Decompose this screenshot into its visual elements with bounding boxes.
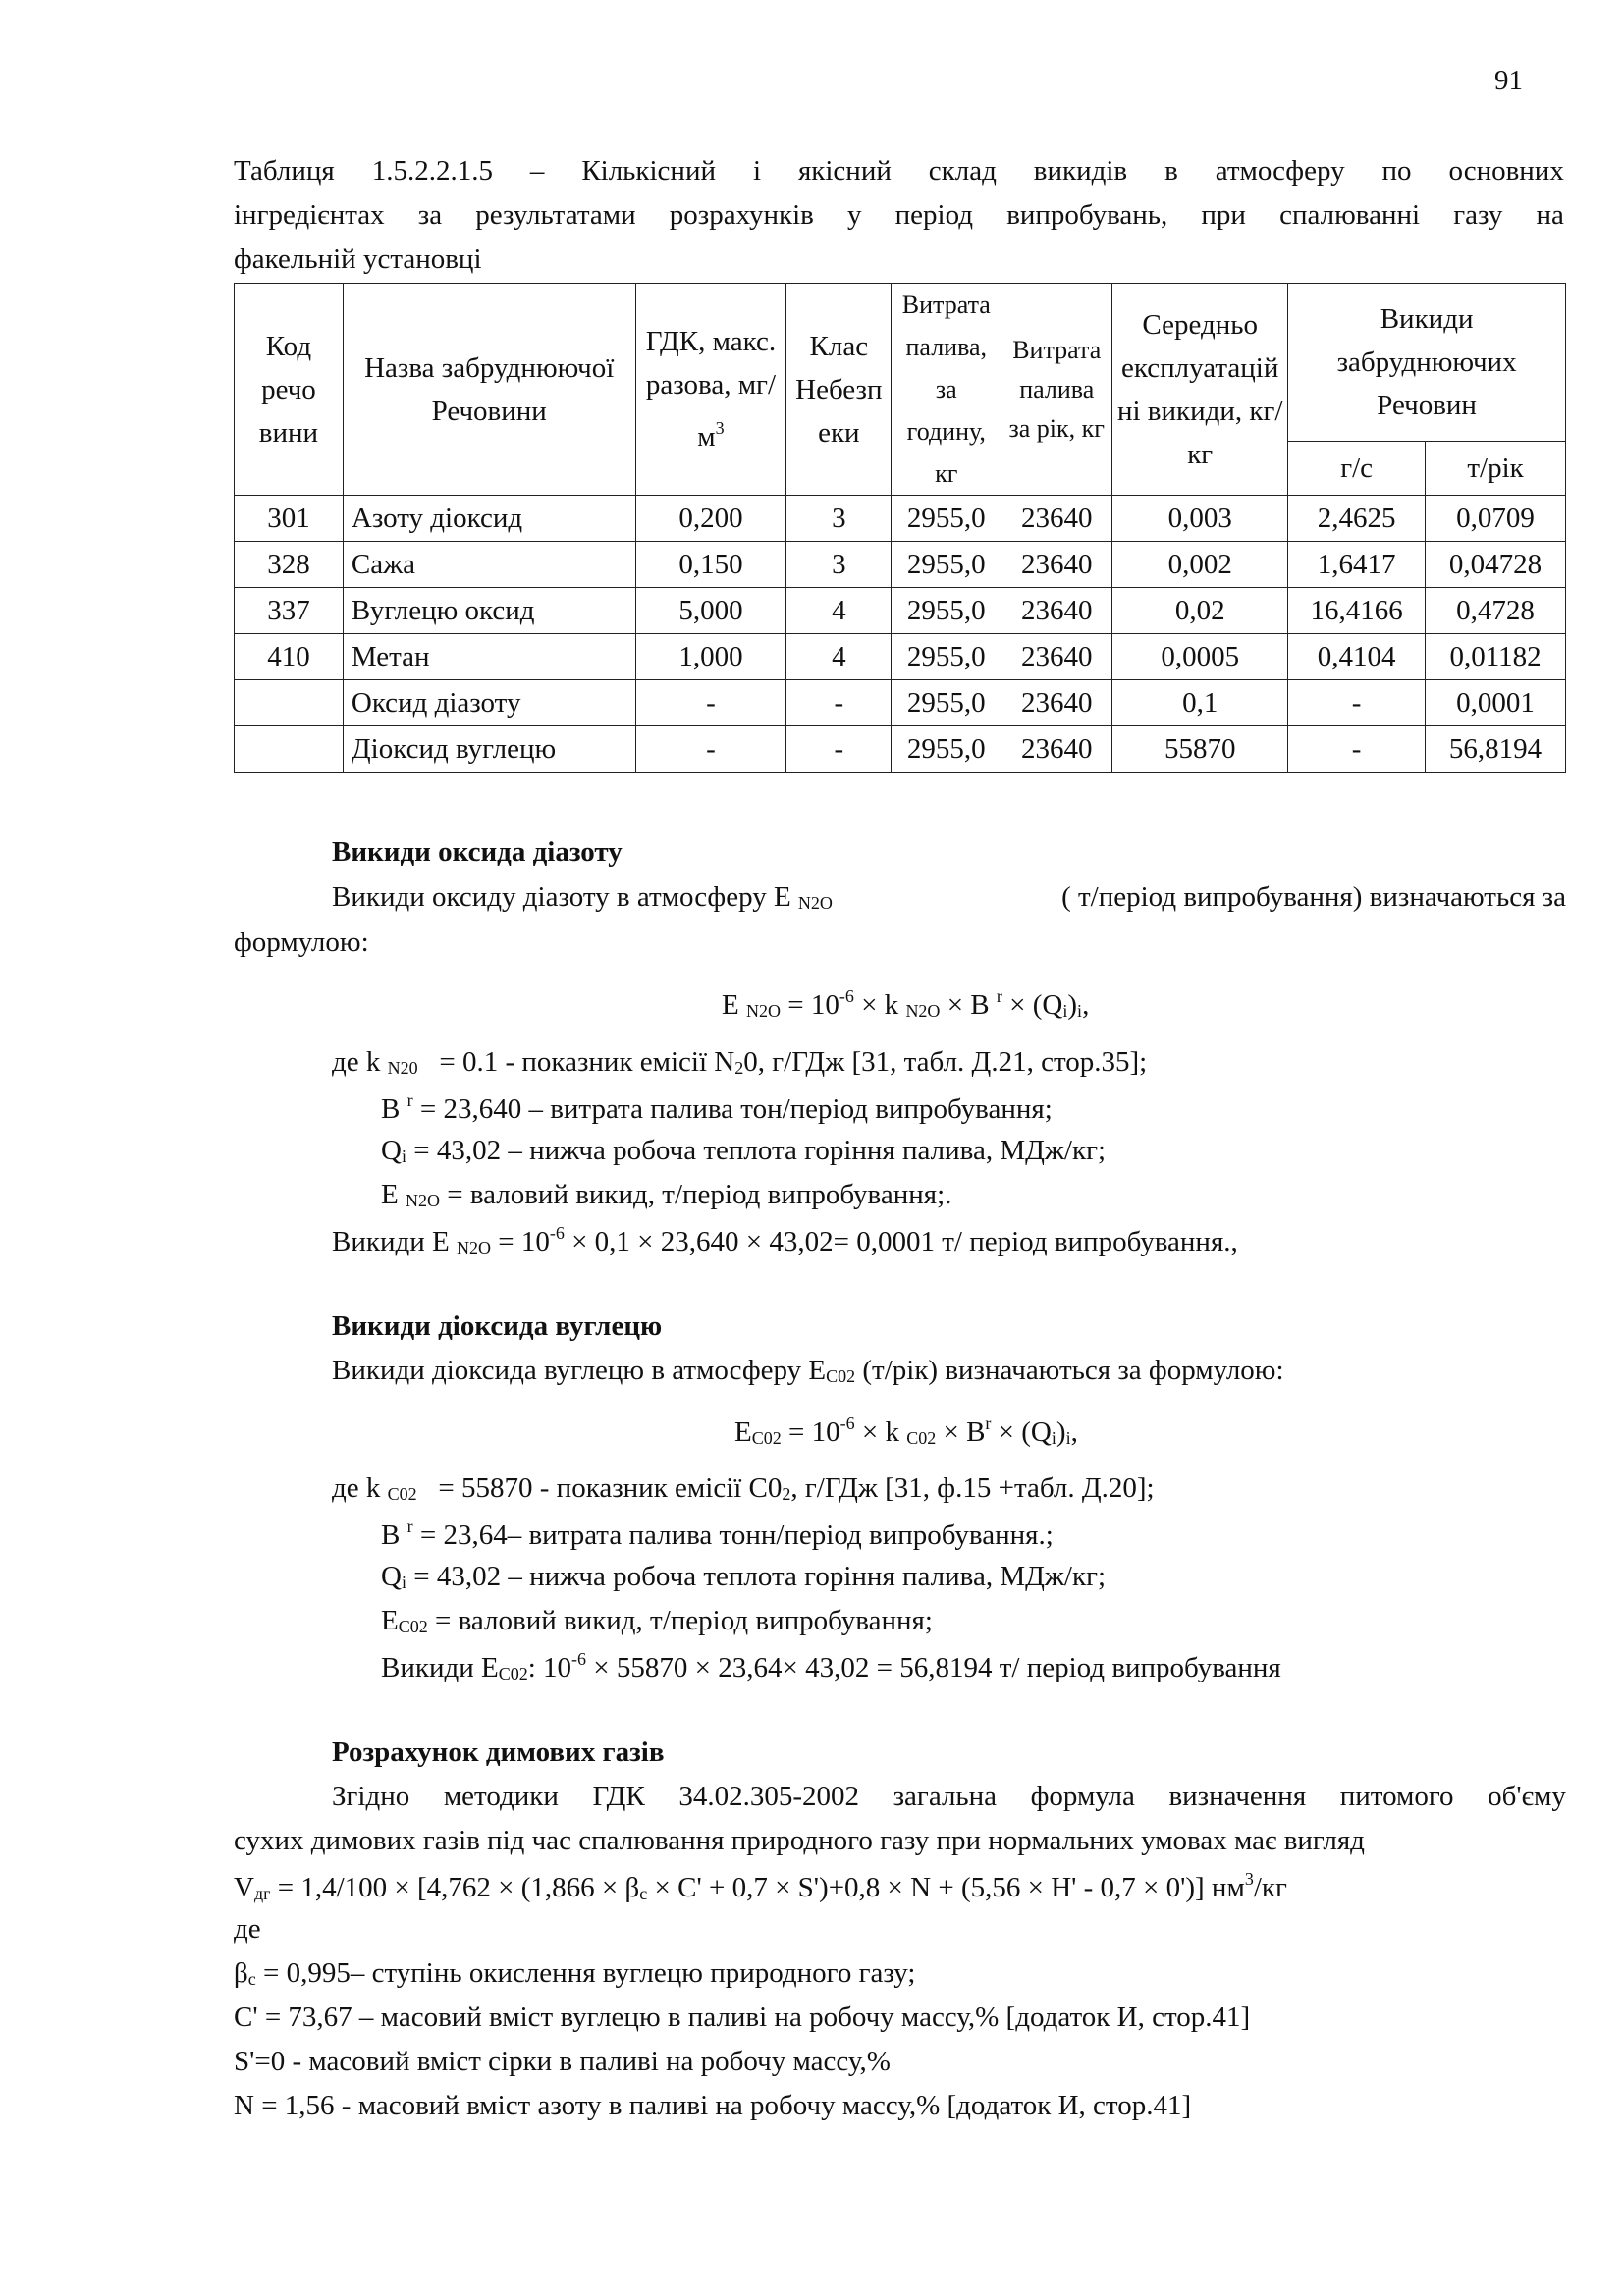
cell-code: 337 [235, 588, 344, 634]
header-fuel-hour: Витрата палива, за годину, кг [892, 284, 1001, 496]
d-part: де k [332, 1472, 381, 1504]
cell-name: Сажа [343, 542, 635, 588]
smoke-word: загальна [893, 1781, 998, 1812]
r-sup: -6 [549, 1223, 565, 1243]
page-number: 91 [1494, 65, 1523, 96]
smoke-p1-line [332, 1781, 1566, 1813]
cell-name: Метан [343, 634, 635, 680]
l-part: = 0,995– ступінь окислення вуглецю природного газу; [263, 1957, 916, 1989]
f-part: × k [861, 989, 899, 1021]
header-gdk [635, 284, 786, 496]
cell-fuel-hour: 2955,0 [892, 588, 1001, 634]
cell-gdk: 0,200 [635, 496, 786, 542]
d-part: де k [332, 1046, 381, 1078]
cell-avg: 55870 [1112, 726, 1288, 773]
smoke-word: формула [1030, 1781, 1135, 1812]
n2o-heading: Викиди оксида діазоту [332, 836, 623, 868]
d-part: E [381, 1605, 399, 1636]
smoke-word: визначення [1168, 1781, 1307, 1812]
d-sub: N20 [387, 1058, 418, 1078]
r-part: : 10 [527, 1652, 572, 1683]
caption-word: період [894, 199, 974, 231]
d-part: = 43,02 – нижча робоча теплота горіння палива, МДж/кг; [413, 1135, 1107, 1166]
f-sub: C02 [906, 1428, 937, 1448]
f-sup: -6 [839, 1414, 855, 1433]
cell-gs: 0,4104 [1288, 634, 1426, 680]
caption-word: Кількісний [581, 155, 716, 187]
cell-code [235, 680, 344, 726]
d-part: 0, г/ГДж [31, табл. Д.21, стор.35]; [743, 1046, 1148, 1078]
cell-fuel-year: 23640 [1001, 634, 1112, 680]
r-sub: N2O [456, 1238, 491, 1257]
caption-word: викидів [1033, 155, 1128, 187]
smoke-line-4: N = 1,56 - масовий вміст азоту в паливі на робочу массу,% [додаток И, стор.41] [234, 2090, 1192, 2121]
d-part: , г/ГДж [31, ф.15 +табл. Д.20]; [790, 1472, 1155, 1504]
d-part: = 43,02 – нижча робоча теплота горіння палива, МДж/кг; [413, 1561, 1107, 1592]
d-part: = 23,640 – витрата палива тон/період випробування; [419, 1094, 1053, 1125]
cell-class: 3 [786, 496, 892, 542]
cell-ty: 0,0001 [1426, 680, 1566, 726]
smoke-p1 [332, 1781, 1566, 1813]
n2o-intro-line [332, 881, 1566, 914]
r-part: = 10 [498, 1226, 550, 1257]
caption-word: склад [928, 155, 997, 187]
f-part: × (Q [998, 1416, 1052, 1448]
f-sup: r [996, 987, 1002, 1006]
cell-class: - [786, 726, 892, 773]
d-sub: 2 [782, 1484, 791, 1504]
caption-word: Таблиця [234, 155, 335, 187]
cell-class: 3 [786, 542, 892, 588]
caption-word: розрахунків [669, 199, 814, 231]
cell-ty: 0,0709 [1426, 496, 1566, 542]
f-sup: r [985, 1414, 992, 1433]
cell-avg: 0,003 [1112, 496, 1288, 542]
f-part: = 1,4/100 × [4,762 × (1,866 × β [277, 1872, 640, 1903]
caption-word: основних [1448, 155, 1564, 187]
f-part: = 10 [787, 1416, 840, 1448]
d-sub: i [401, 1147, 406, 1166]
cell-gs: - [1288, 726, 1426, 773]
f-sub: C02 [751, 1428, 782, 1448]
table-header-row [235, 284, 1566, 442]
f-sub: дг [253, 1884, 271, 1903]
d-part: Q [381, 1561, 402, 1592]
caption-word: інгредієнтах [234, 199, 385, 231]
f-sub: N2O [745, 1001, 781, 1021]
r-sub: C02 [498, 1664, 528, 1683]
caption-line-2 [234, 193, 1564, 238]
caption-word: при [1201, 199, 1246, 231]
co2-def-1 [332, 1472, 1155, 1505]
caption-word: по [1381, 155, 1412, 187]
co2-intro [332, 1355, 1284, 1387]
cell-class: 4 [786, 588, 892, 634]
cell-avg: 0,1 [1112, 680, 1288, 726]
emissions-table [234, 283, 1566, 773]
cell-name: Оксид діазоту [343, 680, 635, 726]
smoke-line-1 [234, 1957, 915, 1990]
d-part: = 55870 - показник емісії C0 [438, 1472, 783, 1504]
n2o-intro-sub: N2O [797, 893, 833, 913]
table-row [235, 588, 1566, 634]
smoke-line-3: S'=0 - масовий вміст сірки в паливі на робочу массу,% [234, 2046, 891, 2077]
cell-ty: 0,4728 [1426, 588, 1566, 634]
r-part: × 55870 × 23,64× 43,02 = 56,8194 т/ період випробування [593, 1652, 1281, 1683]
smoke-de: де [234, 1913, 261, 1945]
caption-line-1 [234, 149, 1564, 193]
cell-code: 328 [235, 542, 344, 588]
n2o-intro-c: формулою: [234, 927, 369, 958]
caption-word: якісний [797, 155, 892, 187]
co2-def-2 [381, 1517, 1054, 1552]
caption-word: у [847, 199, 862, 231]
f-sup: 3 [1244, 1869, 1254, 1889]
f-part: × B [947, 989, 990, 1021]
cell-ty: 0,04728 [1426, 542, 1566, 588]
f-sub: i [1077, 1001, 1083, 1021]
header-gs: г/с [1288, 442, 1426, 496]
cell-fuel-hour: 2955,0 [892, 496, 1001, 542]
caption-word: спалюванні [1279, 199, 1421, 231]
f-part: × C' + 0,7 × S')+0,8 × N + (5,56 × H' - 0,7 × 0')] нм [654, 1872, 1245, 1903]
cell-fuel-year: 23640 [1001, 680, 1112, 726]
cell-ty: 0,01182 [1426, 634, 1566, 680]
d-sup: r [406, 1517, 413, 1536]
caption-word: в [1164, 155, 1178, 187]
header-avg: Середньо експлуатацій ні викиди, кг/кг [1112, 284, 1288, 496]
d-part: = валовий викид, т/період випробування;. [447, 1179, 952, 1210]
cell-class: 4 [786, 634, 892, 680]
f-part: × k [861, 1416, 899, 1448]
d-part: Q [381, 1135, 402, 1166]
cell-fuel-hour: 2955,0 [892, 634, 1001, 680]
d-sub: 2 [734, 1058, 744, 1078]
f-part: V [234, 1872, 254, 1903]
l-sub: c [247, 1969, 256, 1989]
cell-code: 410 [235, 634, 344, 680]
smoke-heading: Розрахунок димових газів [332, 1736, 665, 1768]
f-part: E [734, 1416, 752, 1448]
header-emissions: Викиди забруднюючих Речовин [1288, 284, 1566, 442]
f-part: ) [1056, 1416, 1066, 1448]
table-row [235, 726, 1566, 773]
header-name: Назва забруднюючої Речовини [343, 284, 635, 496]
d-part: = валовий викид, т/період випробування; [434, 1605, 933, 1636]
table-row [235, 634, 1566, 680]
cell-fuel-hour: 2955,0 [892, 726, 1001, 773]
cell-name: Діоксид вуглецю [343, 726, 635, 773]
r-sup: -6 [571, 1649, 587, 1669]
f-sub: i [1062, 1001, 1068, 1021]
cell-fuel-year: 23640 [1001, 496, 1112, 542]
smoke-line-2: C' = 73,67 – масовий вміст вуглецю в паливі на робочу массу,% [додаток И, стор.41] [234, 2002, 1251, 2033]
caption-word: атмосферу [1215, 155, 1345, 187]
cell-gs: 2,4625 [1288, 496, 1426, 542]
cell-gdk: - [635, 726, 786, 773]
l-part: β [234, 1957, 248, 1989]
caption-word: і [752, 155, 761, 187]
f-sub: c [639, 1884, 648, 1903]
n2o-def-1 [332, 1046, 1147, 1079]
smoke-word: ГДК [592, 1781, 645, 1812]
cell-code [235, 726, 344, 773]
d-part: = 23,64– витрата палива тонн/період випробування.; [419, 1520, 1054, 1551]
header-fuel-year: Витрата палива за рік, кг [1001, 284, 1112, 496]
table-row [235, 542, 1566, 588]
cell-avg: 0,002 [1112, 542, 1288, 588]
header-class: Клас Небезп еки [786, 284, 892, 496]
r-part: × 0,1 × 23,640 × 43,02= 0,0001 т/ період випробування., [571, 1226, 1238, 1257]
cell-fuel-hour: 2955,0 [892, 680, 1001, 726]
i-sub: C02 [826, 1366, 856, 1386]
d-sub: N2O [405, 1191, 440, 1210]
cell-gdk: - [635, 680, 786, 726]
f-sub: i [1065, 1428, 1071, 1448]
cell-gdk: 0,150 [635, 542, 786, 588]
smoke-word: Згідно [332, 1781, 410, 1812]
r-part: Викиди E [332, 1226, 450, 1257]
cell-ty: 56,8194 [1426, 726, 1566, 773]
n2o-result [332, 1223, 1238, 1258]
f-part: E [722, 989, 739, 1021]
f-part: , [1070, 1416, 1078, 1448]
smoke-formula [234, 1869, 1287, 1904]
cell-avg: 0,02 [1112, 588, 1288, 634]
caption-word: на [1536, 199, 1564, 231]
i-part: Викиди діоксида вуглецю в атмосферу E [332, 1355, 827, 1386]
n2o-formula [722, 987, 1089, 1022]
cell-gdk: 5,000 [635, 588, 786, 634]
f-sub: N2O [905, 1001, 941, 1021]
smoke-word: методики [443, 1781, 559, 1812]
d-part: B [381, 1520, 401, 1551]
cell-code: 301 [235, 496, 344, 542]
cell-fuel-hour: 2955,0 [892, 542, 1001, 588]
f-part: /кг [1253, 1872, 1287, 1903]
f-sub: i [1051, 1428, 1056, 1448]
n2o-def-4 [381, 1179, 951, 1211]
d-sub: C02 [387, 1484, 417, 1504]
d-sub: i [401, 1573, 406, 1592]
co2-heading: Викиди діоксида вуглецю [332, 1310, 663, 1342]
cell-fuel-year: 23640 [1001, 542, 1112, 588]
smoke-word: об'єму [1488, 1781, 1566, 1812]
caption-word: – [529, 155, 545, 187]
n2o-intro-a: Викиди оксиду діазоту в атмосферу E [332, 881, 791, 913]
cell-fuel-year: 23640 [1001, 726, 1112, 773]
d-sup: r [406, 1091, 413, 1110]
f-part: × B [943, 1416, 986, 1448]
table-caption [234, 149, 1564, 282]
n2o-intro [332, 881, 1566, 914]
header-gdk-sup: 3 [715, 418, 725, 438]
cell-name: Вуглецю оксид [343, 588, 635, 634]
d-part: = 0.1 - показник емісії N [439, 1046, 735, 1078]
header-ty: т/рік [1426, 442, 1566, 496]
cell-gs: - [1288, 680, 1426, 726]
d-part: B [381, 1094, 401, 1125]
f-part: = 10 [787, 989, 839, 1021]
f-sup: -6 [839, 987, 854, 1006]
n2o-def-3 [381, 1135, 1106, 1167]
caption-word: 1.5.2.2.1.5 [371, 155, 493, 187]
i-part: (т/рік) визначаються за формулою: [862, 1355, 1284, 1386]
header-gdk-text: ГДК, макс. разова, мг/м [645, 326, 777, 453]
f-part: , [1082, 989, 1090, 1021]
caption-word: результатами [475, 199, 636, 231]
f-part: ) [1067, 989, 1078, 1021]
table-row [235, 496, 1566, 542]
f-part: × (Q [1009, 989, 1063, 1021]
n2o-intro-b: ( т/період випробування) визначаються за [1061, 881, 1566, 913]
cell-fuel-year: 23640 [1001, 588, 1112, 634]
caption-word: газу [1453, 199, 1503, 231]
cell-gdk: 1,000 [635, 634, 786, 680]
caption-line-3: факельній установці [234, 243, 482, 275]
n2o-intro-a-wrap [332, 881, 833, 914]
caption-word: випробувань, [1006, 199, 1168, 231]
d-part: E [381, 1179, 399, 1210]
r-part: Викиди E [381, 1652, 499, 1683]
smoke-p2: сухих димових газів під час спалювання природного газу при нормальних умовах має вигляд [234, 1825, 1365, 1856]
header-code: Код речо вини [235, 284, 344, 496]
cell-gs: 16,4166 [1288, 588, 1426, 634]
d-sub: C02 [398, 1617, 428, 1636]
n2o-def-2 [381, 1091, 1053, 1126]
co2-def-4 [381, 1605, 933, 1637]
co2-result [381, 1649, 1281, 1684]
table-row [235, 680, 1566, 726]
co2-def-3 [381, 1561, 1106, 1593]
cell-name: Азоту діоксид [343, 496, 635, 542]
cell-avg: 0,0005 [1112, 634, 1288, 680]
smoke-word: питомого [1339, 1781, 1454, 1812]
smoke-word: 34.02.305-2002 [678, 1781, 860, 1812]
caption-word: за [417, 199, 443, 231]
cell-class: - [786, 680, 892, 726]
co2-formula [734, 1414, 1078, 1449]
cell-gs: 1,6417 [1288, 542, 1426, 588]
